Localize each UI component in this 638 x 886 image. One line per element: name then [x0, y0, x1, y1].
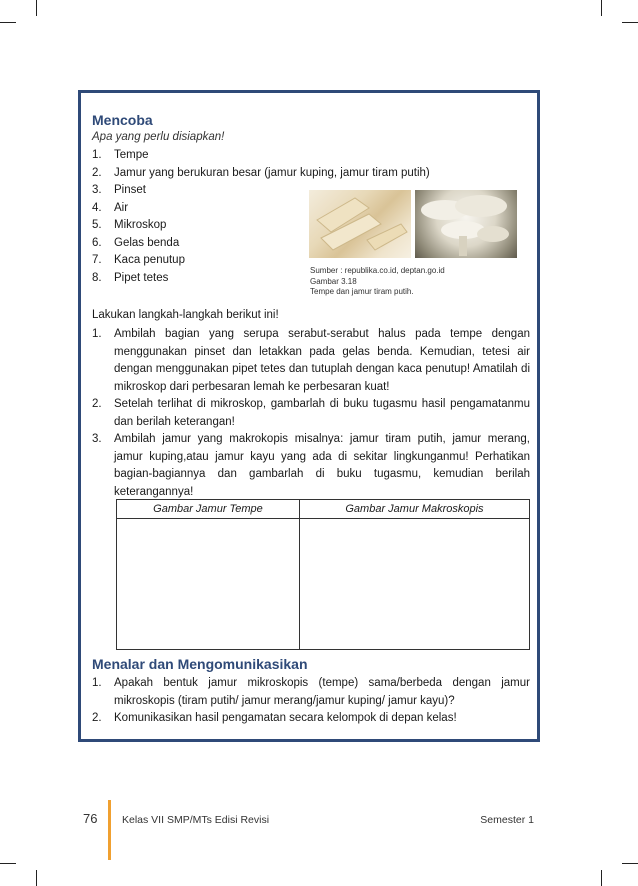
figure-source: Sumber : republika.co.id, deptan.go.id — [310, 266, 445, 275]
list-item: 3. Pinset — [92, 184, 146, 196]
preparation-subtitle: Apa yang perlu disiapkan! — [92, 131, 225, 143]
table-header: Gambar Jamur Makroskopis — [299, 500, 529, 519]
list-item: 2. Setelah terlihat di mikroskop, gambarlah di buku tugasmu hasil pengamatanmu dan berilah keterangan! — [92, 398, 530, 428]
list-item: 2. Jamur yang berukuran besar (jamur kuping, jamur tiram putih) — [92, 166, 430, 179]
footer-divider — [108, 800, 111, 860]
figure-number: Gambar 3.18 — [310, 276, 357, 286]
drawing-cell — [299, 519, 529, 650]
reasoning-list — [92, 675, 530, 728]
drawing-cell — [117, 519, 300, 650]
mushroom-photo — [415, 190, 517, 258]
page-number: 76 — [83, 811, 98, 826]
steps-intro: Lakukan langkah-langkah berikut ini! — [92, 309, 279, 321]
tempe-photo — [309, 190, 411, 258]
list-item: 2. Komunikasikan hasil pengamatan secara kelompok di depan kelas! — [92, 712, 457, 724]
list-item: 5. Mikroskop — [92, 219, 167, 231]
crop-mark — [0, 22, 16, 23]
list-item: 4. Air — [92, 201, 129, 214]
list-item: 3. Ambilah jamur yang makrokopis misalnya: jamur tiram putih, jamur merang, jamur kuping,atau jamur kayu yang ada di sekitar lingkunganmu! Perhatikan bagian-bagiannya dan gambarlah di buku tugasmu, kemudian berilah keterangannya! — [92, 433, 530, 498]
crop-mark — [601, 870, 602, 886]
figure-caption-text: Tempe dan jamur tiram putih. — [310, 287, 414, 296]
crop-mark — [36, 0, 37, 16]
section-title-mencoba: Mencoba — [92, 112, 153, 128]
book-title: Kelas VII SMP/MTs Edisi Revisi — [122, 814, 270, 826]
list-item: 7. Kaca penutup — [92, 254, 185, 266]
list-item: 1. Tempe — [92, 149, 149, 161]
figure-caption — [310, 266, 445, 298]
list-item: 1. Apakah bentuk jamur mikroskopis (tempe) sama/berbeda dengan jamur mikroskopis (tiram putih/ jamur merang/jamur kuping/ jamur kayu)? — [92, 677, 530, 707]
crop-mark — [0, 863, 16, 864]
table-header: Gambar Jamur Tempe — [117, 500, 300, 519]
list-item: 8. Pipet tetes — [92, 271, 169, 284]
section-title-menalar: Menalar dan Mengomunikasikan — [92, 656, 308, 672]
crop-mark — [622, 863, 638, 864]
list-item: 6. Gelas benda — [92, 236, 180, 249]
semester-label: Semester 1 — [480, 814, 534, 826]
crop-mark — [622, 22, 638, 23]
list-item: 1. Ambilah bagian yang serupa serabut-serabut halus pada tempe dengan menggunakan pinset dan letakkan pada gelas benda. Kemudian, tetesi air dengan menggunakan pipet tetes dan tutuplah dengan kaca penutup! Amatilah di mikroskop dari perbesaran lemah ke perbesaran kuat! — [92, 328, 530, 393]
figure-photos — [309, 190, 517, 258]
crop-mark — [36, 870, 37, 886]
steps-list — [92, 326, 530, 501]
crop-mark — [601, 0, 602, 16]
observation-table — [116, 499, 530, 650]
